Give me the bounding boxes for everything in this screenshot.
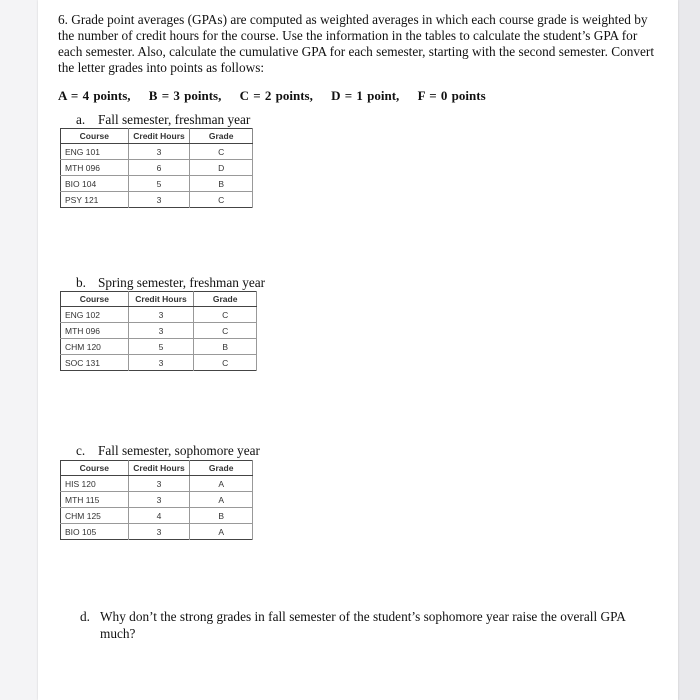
table-header-row [61, 292, 257, 307]
header-grade: Grade [190, 461, 253, 476]
cell-credit-hours: 5 [128, 176, 190, 192]
cell-course: CHM 125 [61, 508, 129, 524]
header-course: Course [61, 292, 129, 307]
points-b: B = 3 points, [148, 88, 222, 103]
cell-grade: A [190, 476, 253, 492]
cell-grade: C [194, 307, 257, 323]
part-d-letter: d. [80, 609, 90, 624]
cell-credit-hours: 3 [128, 307, 194, 323]
question-part-d [80, 608, 640, 642]
cell-credit-hours: 3 [128, 355, 194, 371]
cell-course: SOC 131 [61, 355, 129, 371]
header-credit-hours: Credit Hours [128, 129, 190, 144]
cell-grade: C [194, 355, 257, 371]
table-header-row [61, 129, 253, 144]
cell-course: ENG 101 [61, 144, 129, 160]
table-b-title: Spring semester, freshman year [98, 275, 266, 290]
cell-course: BIO 105 [61, 524, 129, 540]
table-row [61, 524, 253, 540]
table-row [61, 192, 253, 208]
table-row [61, 508, 253, 524]
header-credit-hours: Credit Hours [128, 461, 190, 476]
table-header-row [61, 461, 253, 476]
cell-grade: C [190, 192, 253, 208]
cell-credit-hours: 5 [128, 339, 194, 355]
cell-course: CHM 120 [61, 339, 129, 355]
question-intro: 6. Grade point averages (GPAs) are computed as weighted averages in which each course grade is weighted by the number of credit hours for the course. Use the information in the tables to calculate the student’s GPA for each semester. Also, calculate the cumulative GPA for each semester, starting with the second semester. Convert the letter grades into points as follows: [58, 12, 655, 75]
cell-course: MTH 096 [61, 160, 129, 176]
cell-credit-hours: 4 [128, 508, 190, 524]
table-row [61, 355, 257, 371]
table-c-title: Fall semester, sophomore year [98, 443, 260, 458]
table-row [61, 492, 253, 508]
table-row [61, 307, 257, 323]
part-d-text: Why don’t the strong grades in fall semester of the student’s sophomore year raise the overall GPA much? [100, 609, 626, 641]
cell-grade: B [190, 176, 253, 192]
cell-grade: C [190, 144, 253, 160]
cell-credit-hours: 3 [128, 144, 190, 160]
header-course: Course [61, 129, 129, 144]
table-b-letter: b. [76, 275, 86, 290]
points-c: C = 2 points, [239, 88, 313, 103]
table-row [61, 176, 253, 192]
cell-credit-hours: 3 [128, 524, 190, 540]
table-a-letter: a. [76, 112, 86, 127]
cell-course: BIO 104 [61, 176, 129, 192]
cell-course: ENG 102 [61, 307, 129, 323]
header-grade: Grade [190, 129, 253, 144]
cell-course: MTH 115 [61, 492, 129, 508]
cell-course: MTH 096 [61, 323, 129, 339]
table-row [61, 339, 257, 355]
header-course: Course [61, 461, 129, 476]
page-margin [0, 0, 38, 700]
table-c [60, 460, 253, 540]
cell-grade: D [190, 160, 253, 176]
table-b [60, 291, 257, 371]
header-credit-hours: Credit Hours [128, 292, 194, 307]
table-a-title: Fall semester, freshman year [98, 112, 251, 127]
cell-grade: B [190, 508, 253, 524]
table-c-caption [76, 443, 260, 459]
cell-grade: C [194, 323, 257, 339]
document-page [38, 0, 678, 700]
table-row [61, 160, 253, 176]
table-b-caption [76, 275, 265, 291]
cell-course: PSY 121 [61, 192, 129, 208]
cell-credit-hours: 3 [128, 492, 190, 508]
cell-grade: A [190, 492, 253, 508]
cell-grade: A [190, 524, 253, 540]
points-f: F = 0 points [417, 88, 486, 103]
table-row [61, 476, 253, 492]
table-c-letter: c. [76, 443, 86, 458]
cell-credit-hours: 3 [128, 192, 190, 208]
table-row [61, 323, 257, 339]
cell-credit-hours: 6 [128, 160, 190, 176]
cell-course: HIS 120 [61, 476, 129, 492]
cell-grade: B [194, 339, 257, 355]
points-d: D = 1 point, [331, 88, 400, 103]
header-grade: Grade [194, 292, 257, 307]
table-a [60, 128, 253, 208]
table-a-caption [76, 112, 250, 128]
points-conversion [58, 88, 500, 104]
table-row [61, 144, 253, 160]
points-a: A = 4 points, [58, 88, 131, 103]
cell-credit-hours: 3 [128, 476, 190, 492]
cell-credit-hours: 3 [128, 323, 194, 339]
